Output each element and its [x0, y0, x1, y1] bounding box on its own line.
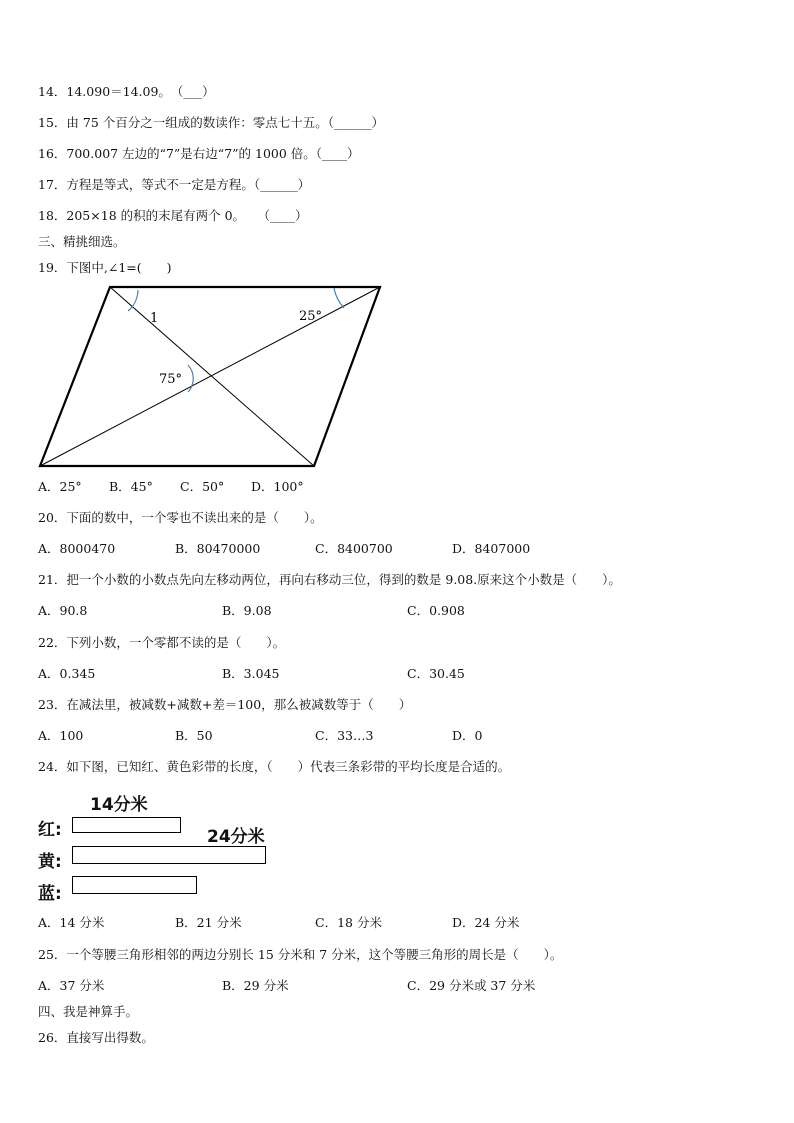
q22-option-b[interactable]: B．3.045 [222, 666, 280, 681]
question-20: 20．下面的数中，一个零也不读出来的是（ ）。 [38, 510, 323, 525]
question-25: 25．一个等腰三角形相邻的两边分别长 15 分米和 7 分米，这个等腰三角形的周长是（ ）。 [38, 947, 563, 962]
q21-option-a[interactable]: A．90.8 [38, 603, 88, 618]
yellow-length-label: 24分米 [207, 827, 265, 847]
blue-label: 蓝: [38, 884, 62, 904]
q23-option-b[interactable]: B．50 [175, 728, 213, 743]
question-26: 26．直接写出得数。 [38, 1030, 154, 1045]
question-24: 24．如下图，已知红、黄色彩带的长度，（ ）代表三条彩带的平均长度是合适的。 [38, 759, 511, 774]
section-4-heading: 四、我是神算手。 [38, 1004, 139, 1019]
question-18: 18．205×18 的积的末尾有两个 0。 （____） [38, 208, 308, 223]
blue-ribbon-bar [72, 876, 197, 894]
question-21: 21．把一个小数的小数点先向左移动两位，再向右移动三位，得到的数是 9.08.原来这个小数是（ ）。 [38, 572, 621, 587]
question-16: 16．700.007 左边的“7”是右边“7”的 1000 倍。（____） [38, 146, 360, 161]
q21-option-c[interactable]: C．0.908 [407, 603, 465, 618]
q22-option-a[interactable]: A．0.345 [38, 666, 96, 681]
diagonal-1 [110, 287, 314, 466]
q20-option-a[interactable]: A．8000470 [38, 541, 116, 556]
question-17: 17．方程是等式，等式不一定是方程。（______） [38, 177, 311, 192]
section-3-heading: 三、精挑细选。 [38, 234, 126, 249]
ribbon-figure [38, 790, 278, 910]
question-22: 22．下列小数，一个零都不读的是（ ）。 [38, 635, 286, 650]
q25-option-b[interactable]: B．29 分米 [222, 978, 289, 993]
question-14: 14．14.090＝14.09。 （___） [38, 84, 215, 99]
q22-option-c[interactable]: C．30.45 [407, 666, 465, 681]
q20-option-b[interactable]: B．80470000 [175, 541, 261, 556]
red-length-label: 14分米 [90, 795, 148, 815]
q24-option-b[interactable]: B．21 分米 [175, 915, 242, 930]
q19-option-b[interactable]: B．45° [109, 479, 153, 494]
q19-option-c[interactable]: C．50° [180, 479, 225, 494]
q24-option-d[interactable]: D．24 分米 [452, 915, 520, 930]
angle-25-arc [334, 288, 344, 308]
question-23: 23．在减法里，被减数+减数+差＝100，那么被减数等于（ ） [38, 697, 412, 712]
q20-option-d[interactable]: D．8407000 [452, 541, 531, 556]
question-19: 19．下图中,∠1=( ) [38, 260, 172, 275]
q23-option-c[interactable]: C．33…3 [315, 728, 374, 743]
parallelogram-figure [0, 0, 794, 480]
red-ribbon-bar [72, 817, 181, 833]
yellow-label: 黄: [38, 852, 62, 872]
q23-option-a[interactable]: A．100 [38, 728, 84, 743]
angle-75-label: 75° [159, 372, 183, 387]
q21-option-b[interactable]: B．9.08 [222, 603, 272, 618]
q24-option-c[interactable]: C．18 分米 [315, 915, 382, 930]
yellow-ribbon-bar [72, 846, 266, 864]
q25-option-a[interactable]: A．37 分米 [38, 978, 105, 993]
q25-option-c[interactable]: C．29 分米或 37 分米 [407, 978, 536, 993]
q19-option-a[interactable]: A．25° [38, 479, 82, 494]
red-label: 红: [38, 820, 62, 840]
angle-1-arc [128, 290, 138, 311]
angle-1-label: 1 [150, 311, 159, 326]
q24-option-a[interactable]: A．14 分米 [38, 915, 105, 930]
q19-option-d[interactable]: D．100° [251, 479, 304, 494]
angle-25-label: 25° [299, 309, 323, 324]
question-15: 15．由 75 个百分之一组成的数读作：零点七十五。（______） [38, 115, 385, 130]
q20-option-c[interactable]: C．8400700 [315, 541, 393, 556]
q23-option-d[interactable]: D．0 [452, 728, 483, 743]
diagonal-2 [40, 287, 380, 466]
